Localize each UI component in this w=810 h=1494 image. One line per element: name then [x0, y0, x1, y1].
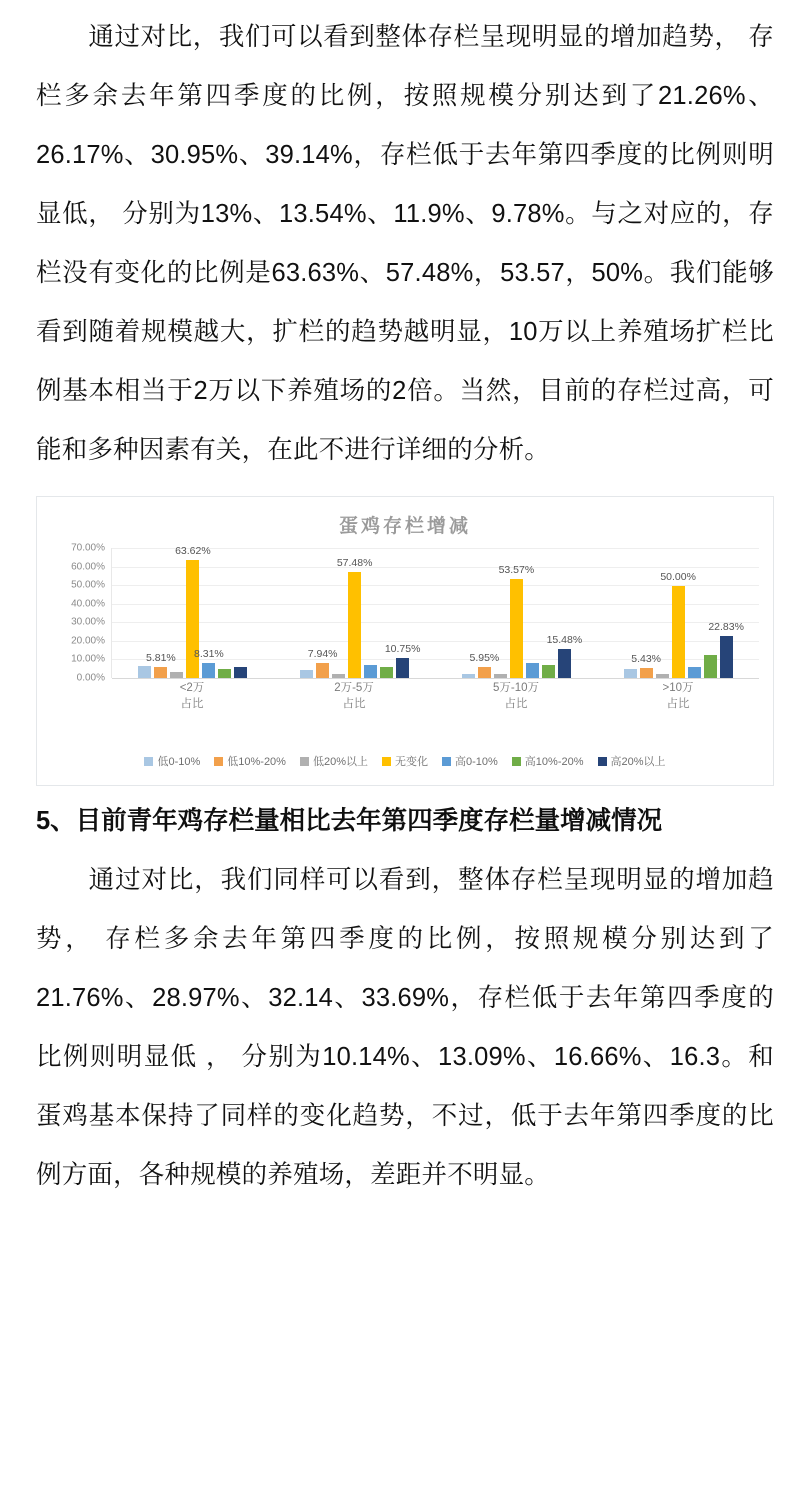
bar-value-label: 15.48%	[546, 634, 583, 647]
bar-value-label: 8.31%	[193, 647, 224, 660]
bar-groups	[112, 545, 759, 678]
bar	[494, 674, 507, 678]
x-tick-group	[273, 680, 435, 712]
y-tick-label: 60.00%	[71, 561, 105, 572]
x-tick-line2: 占比	[504, 698, 528, 710]
bar-value-label: 7.94%	[307, 648, 338, 661]
bar-group	[112, 545, 274, 678]
x-tick-line2: 占比	[180, 698, 204, 710]
legend-item[interactable]	[598, 753, 666, 769]
bar	[364, 665, 377, 678]
heading-text: 5、目前青年鸡存栏量相比去年第四季度存栏量增减情况	[36, 807, 663, 835]
bar	[300, 670, 313, 678]
bar	[640, 668, 653, 678]
x-axis	[111, 680, 759, 712]
bar-value-label: 10.75%	[384, 643, 421, 656]
chart-dan-ji-inventory-change	[36, 496, 774, 786]
bar	[542, 665, 555, 678]
bar	[154, 667, 167, 678]
x-tick-line2: 占比	[666, 698, 690, 710]
bar	[510, 579, 523, 678]
bar-value-label: 5.81%	[145, 652, 176, 665]
x-tick-group	[435, 680, 597, 712]
bar	[332, 674, 345, 678]
legend-swatch	[442, 757, 451, 766]
chart-title: 蛋鸡存栏增减	[338, 516, 471, 537]
legend-swatch	[214, 757, 223, 766]
legend-label: 低20%以上	[312, 756, 368, 768]
bar	[624, 669, 637, 678]
bar-group	[274, 548, 436, 678]
bar	[478, 667, 491, 678]
bar	[704, 655, 717, 678]
chart-grid	[111, 545, 759, 678]
paragraph-qing-nian-ji-analysis	[36, 851, 774, 1205]
bar	[234, 667, 247, 678]
legend-label: 无变化	[395, 756, 428, 768]
x-tick-line1: 2万-5万	[334, 682, 374, 694]
legend-item[interactable]	[144, 753, 200, 769]
legend-swatch	[598, 757, 607, 766]
chart-plot-area	[51, 542, 759, 710]
paragraph-dan-ji-analysis	[36, 8, 774, 480]
y-tick-label: 20.00%	[71, 635, 105, 646]
legend-item[interactable]	[512, 753, 584, 769]
y-tick-label: 30.00%	[71, 616, 105, 628]
bar	[170, 672, 183, 678]
y-tick-label: 10.00%	[71, 653, 105, 665]
bar-value-label: 50.00%	[660, 570, 696, 583]
bar-value-label: 5.43%	[631, 652, 662, 665]
legend-label: 高0-10%	[455, 756, 498, 768]
bar	[672, 586, 685, 679]
bar-value-label: 53.57%	[498, 563, 535, 576]
bar	[656, 674, 669, 678]
bar	[218, 669, 231, 678]
legend-label: 低0-10%	[157, 756, 201, 768]
bar	[688, 667, 701, 678]
bar	[720, 636, 733, 678]
page-section-heading	[36, 792, 774, 851]
legend-item[interactable]	[442, 753, 498, 769]
legend-label: 高10%-20%	[524, 756, 584, 768]
x-tick-group	[597, 680, 759, 712]
bar	[396, 658, 409, 678]
y-tick-label: 0.00%	[76, 672, 105, 683]
bar	[186, 560, 199, 678]
bar	[558, 649, 571, 678]
bar-value-label: 22.83%	[708, 620, 744, 633]
bar	[316, 663, 329, 678]
bar-group	[597, 548, 759, 678]
chart-legend	[37, 753, 773, 769]
paragraph-2-text: 通过对比，我们同样可以看到，整体存栏呈现明显的增加趋势， 存栏多余去年第四季度的比例，按照规模分别达到了21.76%、28.97%、32.14、33.69%，存栏低于去年第四季度的比例则明显低 ， 分别为10.14%、13.09%、16.66%、16.3。和蛋鸡基本保持了同样的变化趋势，不过，低于去年第四季度的比例方面，各种规模的养殖场，差距并不明显。	[36, 866, 774, 1189]
x-tick-line1: >10万	[662, 682, 694, 694]
y-tick-label: 70.00%	[71, 542, 105, 554]
bar	[138, 666, 151, 678]
legend-item[interactable]	[300, 753, 368, 769]
bar-group	[436, 548, 598, 678]
legend-swatch	[144, 757, 153, 766]
x-tick-line1: <2万	[179, 682, 205, 694]
paragraph-1-text: 通过对比，我们可以看到整体存栏呈现明显的增加趋势， 存栏多余去年第四季度的比例，按照规模分别达到了21.26%、26.17%、30.95%、39.14%，存栏低于去年第四季度的比例则明显低， 分别为13%、13.54%、11.9%、9.78%。与之对应的，存栏没有变化的比例是63.63%、57.48%，53.57，50%。我们能够看到随着规模越大，扩栏的趋势越明显，10万以上养殖场扩栏比例基本相当于2万以下养殖场的2倍。当然，目前的存栏过高，可能和多种因素有关，在此不进行详细的分析。	[36, 23, 774, 464]
y-tick-label: 40.00%	[71, 598, 105, 609]
bar-value-label: 63.62%	[175, 545, 211, 558]
legend-swatch	[382, 757, 391, 766]
legend-label: 低10%-20%	[227, 756, 286, 768]
bar-value-label: 57.48%	[336, 556, 373, 569]
bar	[462, 674, 475, 678]
legend-swatch	[512, 757, 521, 766]
legend-swatch	[300, 757, 309, 766]
y-axis	[51, 542, 109, 683]
bar	[380, 667, 393, 678]
y-tick-label: 50.00%	[71, 579, 105, 591]
legend-item[interactable]	[382, 753, 428, 769]
bar	[526, 663, 539, 678]
x-tick-line2: 占比	[342, 698, 366, 710]
legend-item[interactable]	[214, 753, 286, 769]
bar	[202, 663, 215, 678]
legend-label: 高20%以上	[610, 756, 666, 768]
x-tick-group	[111, 680, 273, 712]
bar	[348, 572, 361, 678]
x-tick-line1: 5万-10万	[492, 682, 540, 694]
bar-value-label: 5.95%	[469, 652, 500, 664]
